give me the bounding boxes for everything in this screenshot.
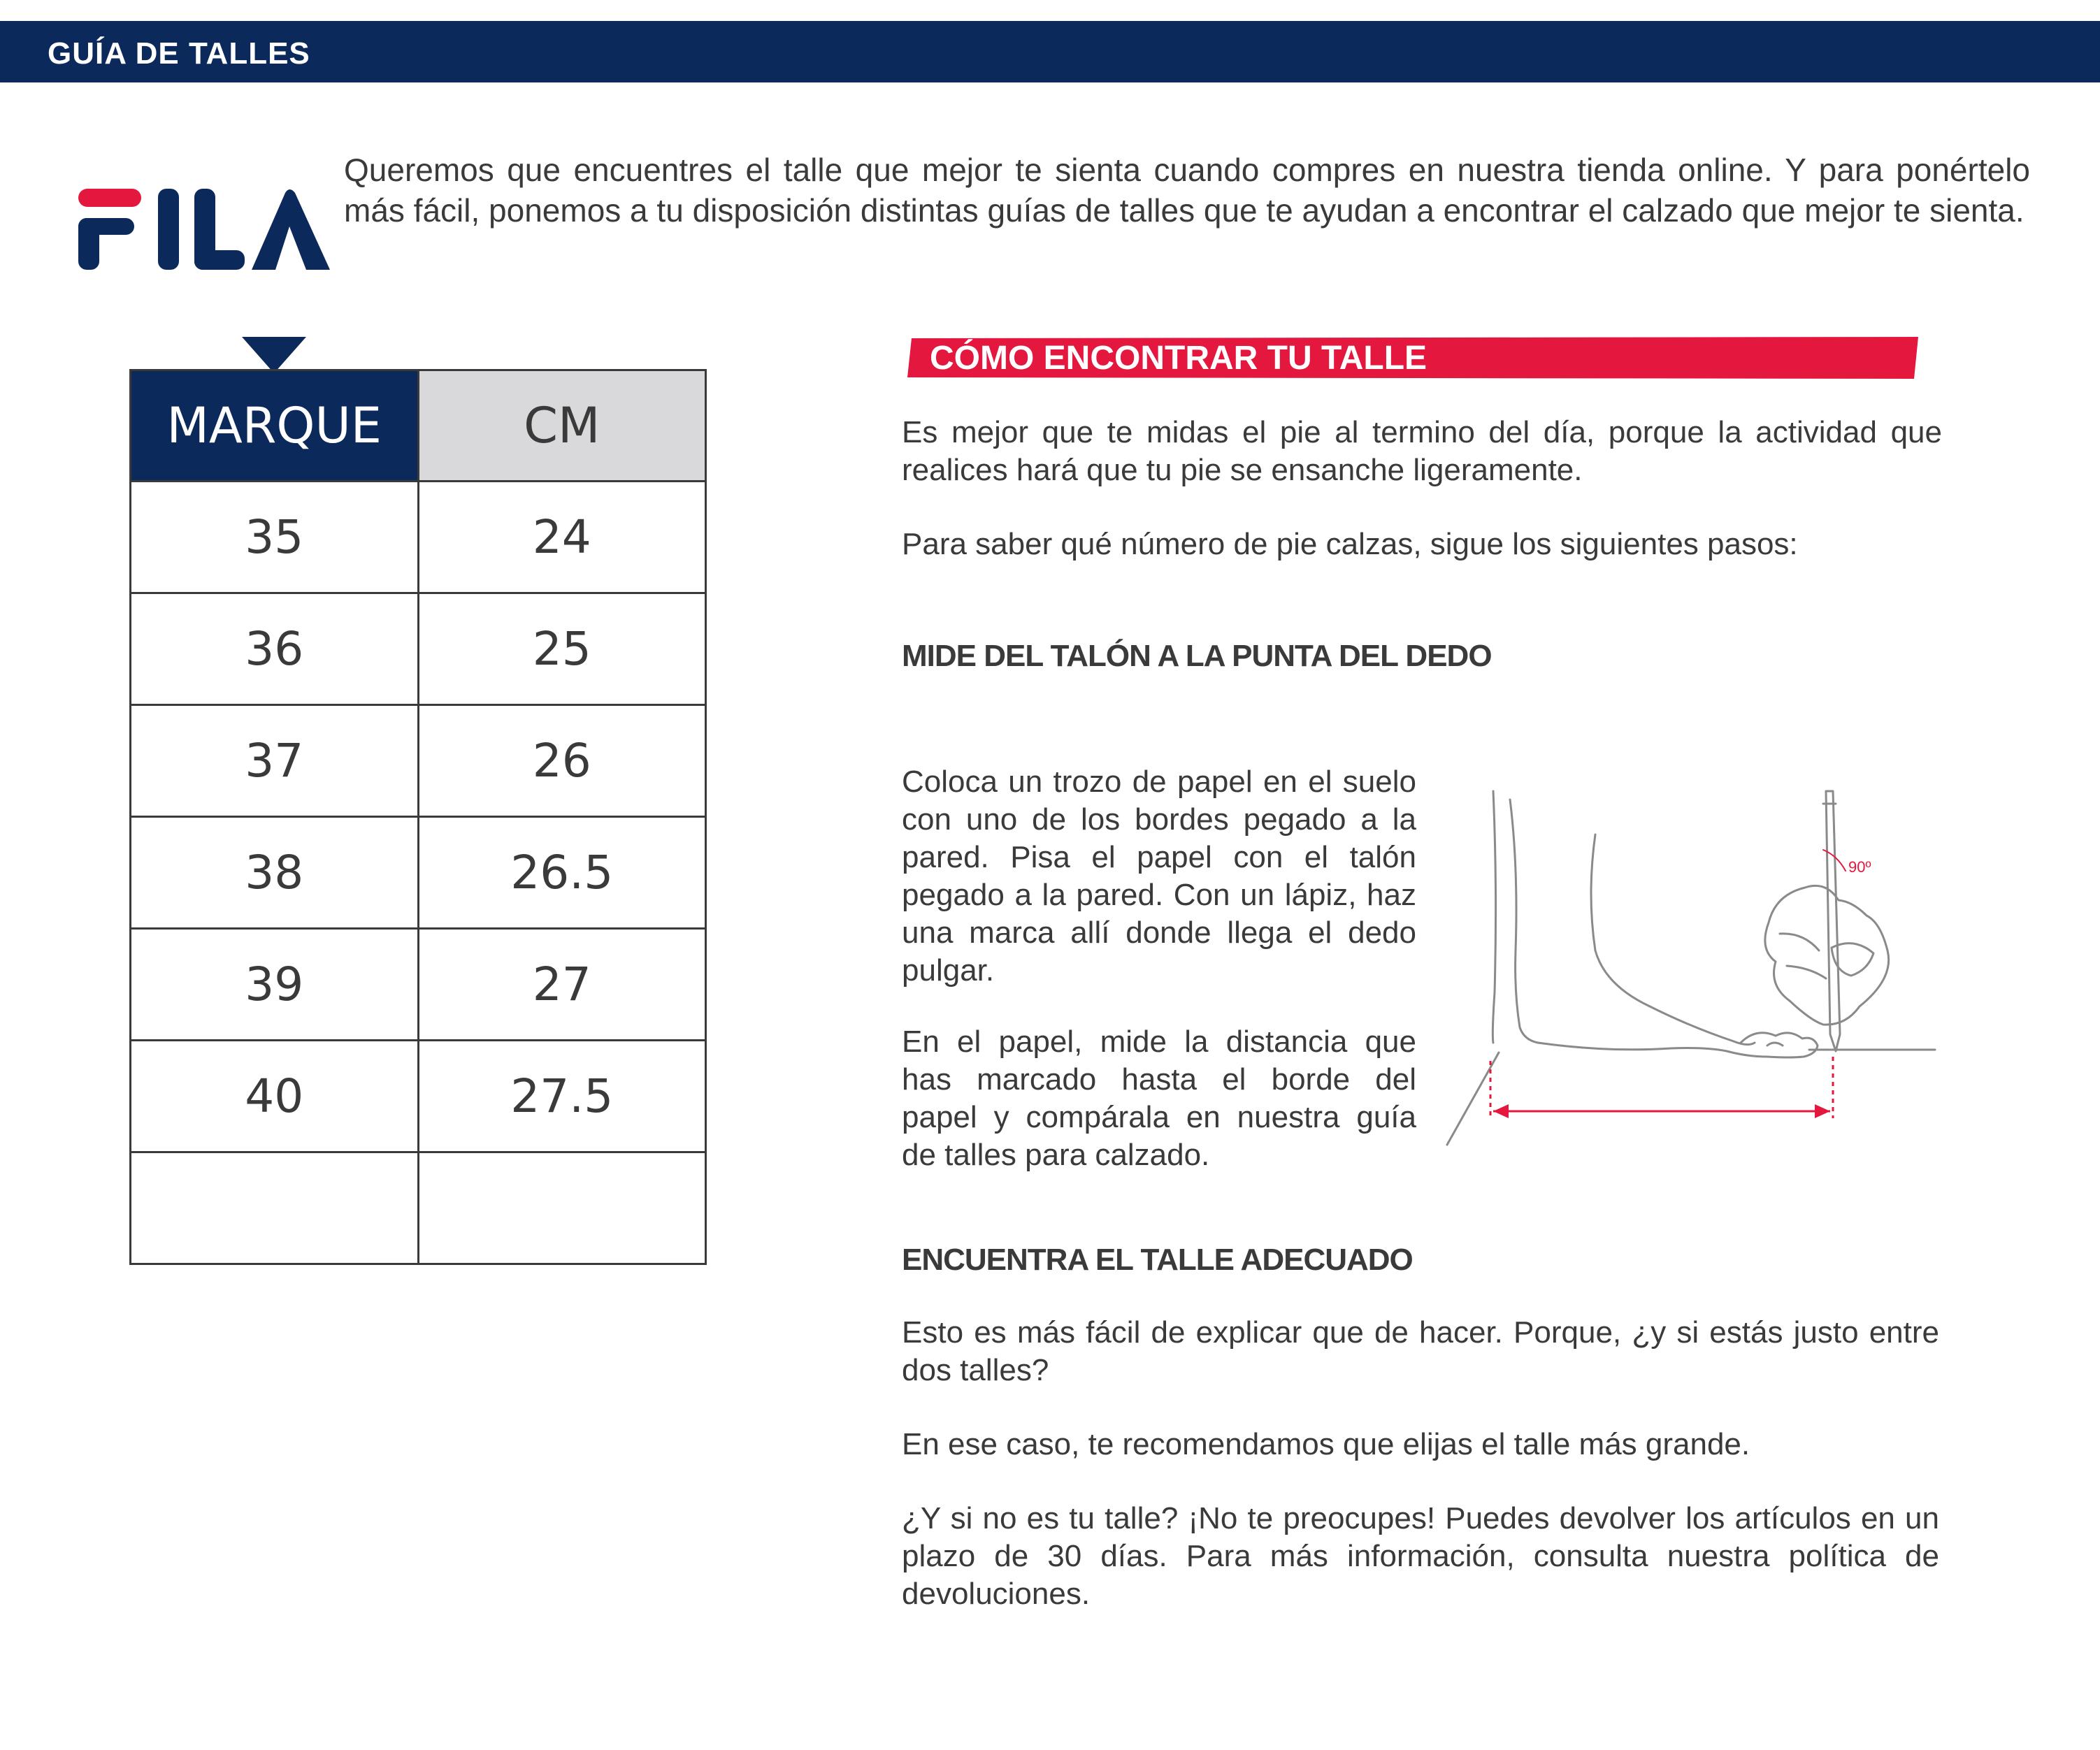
guide-paragraph-1: Es mejor que te midas el pie al termino del día, porque la actividad que realices hará que tu pie se ensanche ligeramente. [902,415,1942,487]
section-banner-title: CÓMO ENCONTRAR TU TALLE [930,340,1427,377]
foot-measure-illustration [1440,783,1943,1146]
cell-cm: 24 [418,482,706,593]
header-cm: CM [418,370,706,482]
cell-marque: 39 [131,929,419,1041]
finger-line-1 [1780,934,1819,950]
table-row [131,482,706,593]
cell-marque: 37 [131,705,419,817]
hand-outline [1765,885,1889,1025]
cell-cm: 27 [418,929,706,1041]
foot-sole-outline [1538,1043,1818,1057]
guide-paragraph-7: ¿Y si no es tu talle? ¡No te preocupes! Puedes devolver los artículos en un plazo de 30 días. Para más información, consulta nuestra política de devoluciones. [902,1501,1939,1611]
size-table [129,369,707,1265]
heading-measure: MIDE DEL TALÓN A LA PUNTA DEL DEDO [902,639,1492,673]
logo-l-base [194,250,245,270]
table-row [131,705,706,817]
guide-paragraph-4: En el papel, mide la distancia que has marcado hasta el borde del papel y compárala en nuestra guía de talles para calzado. [902,1025,1416,1172]
leg-back-outline [1510,800,1538,1043]
pencil-outline [1826,791,1840,1051]
table-row [131,817,706,929]
cell-marque: 35 [131,482,419,593]
header-bar [0,21,2100,82]
guide-paragraph-2: Para saber qué número de pie calzas, sigue los siguientes pasos: [902,527,1798,561]
finger-line-2 [1787,966,1826,978]
toe-detail [1767,1043,1783,1046]
cell-marque: 36 [131,593,419,705]
cell-marque: 38 [131,817,419,929]
angle-label: 90º [1848,858,1871,876]
guide-paragraph-3: Coloca un trozo de papel en el suelo con uno de los bordes pegado a la pared. Pisa el papel con el talón pegado a la pared. Con un lápiz, haz una marca allí donde llega el dedo pulgar. [902,765,1416,988]
page-title: GUÍA DE TALLES [48,36,310,71]
logo-f-top-bar [78,189,141,207]
column-pointer-icon [242,337,306,373]
cell-marque: 40 [131,1041,419,1152]
logo-a [252,189,330,270]
cell-cm: 27.5 [418,1041,706,1152]
intro-text: Queremos que encuentres el talle que mejor te sienta cuando compres en nuestra tienda online. Y para ponértelo más fácil, ponemos a tu disposición distintas guías de talles que te ayudan a encontrar el calzado que mejor te sienta. [344,152,2030,229]
guide-paragraph-5: Esto es más fácil de explicar que de hacer. Porque, ¿y si estás justo entre dos talles? [902,1315,1939,1387]
heading-size: ENCUENTRA EL TALLE ADECUADO [902,1243,1413,1277]
table-row [131,593,706,705]
cell-marque [131,1152,419,1264]
measurement-arrow [1490,1057,1833,1118]
cell-cm: 26 [418,705,706,817]
logo-f-stem [78,218,99,270]
header-marque: MARQUE [131,370,419,482]
table-row [131,1152,706,1264]
foot-top-outline [1591,834,1755,1045]
guide-paragraph-6: En ese caso, te recomendamos que elijas el talle más grande. [902,1427,1750,1461]
size-table-header [131,370,706,482]
cell-cm: 25 [418,593,706,705]
fila-logo [75,183,333,273]
table-row [131,929,706,1041]
logo-i [158,189,179,270]
table-row [131,1041,706,1152]
cell-cm [418,1152,706,1264]
cell-cm: 26.5 [418,817,706,929]
wall-line [1493,791,1495,1043]
